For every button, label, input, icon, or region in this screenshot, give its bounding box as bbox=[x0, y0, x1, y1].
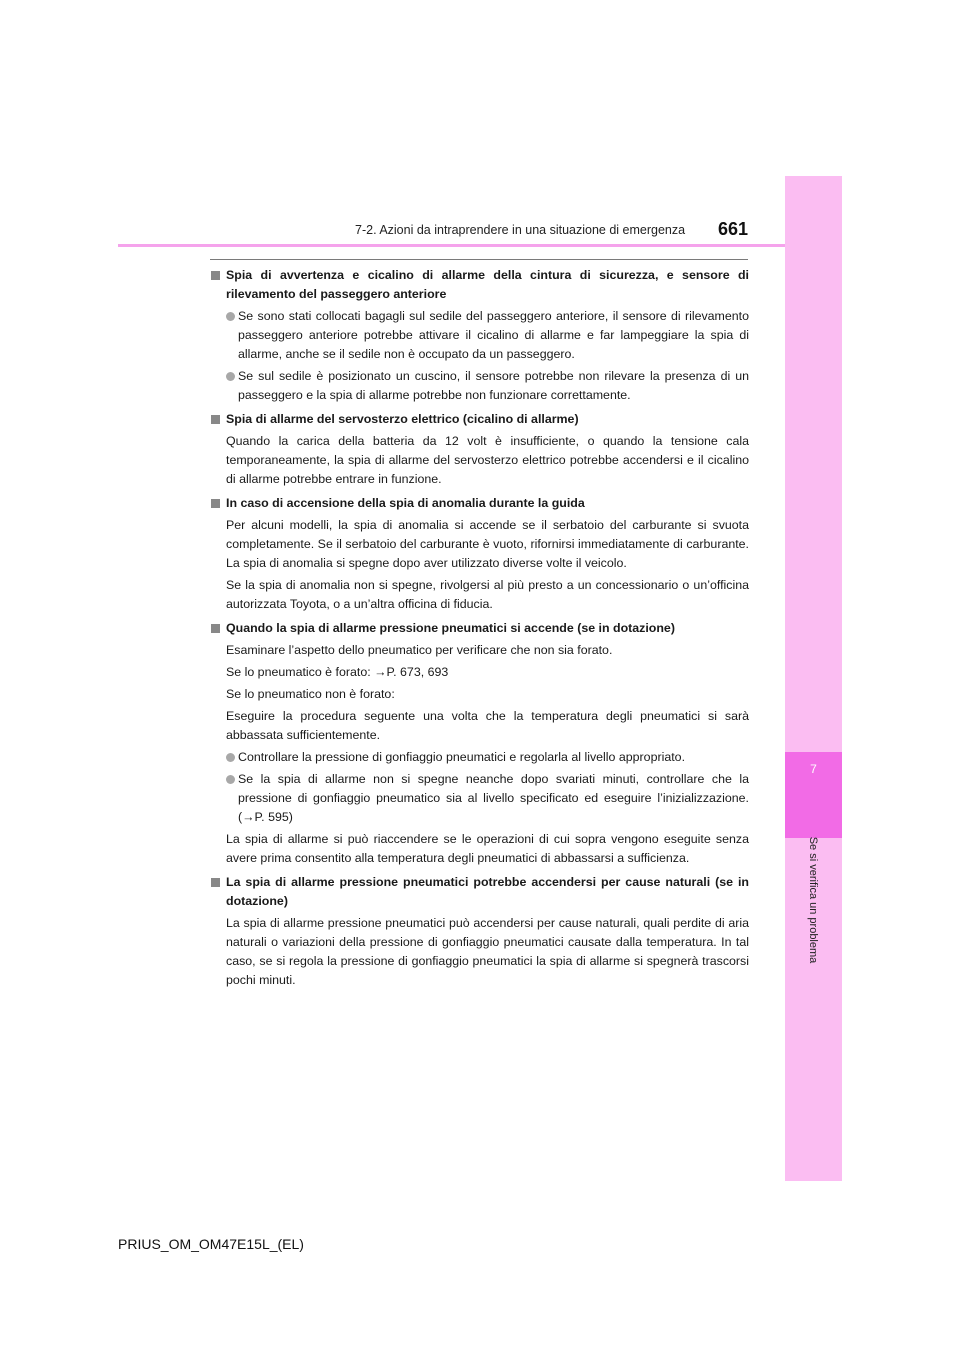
section-heading-text: La spia di allarme pressione pneumatici potrebbe accendersi per cause naturali (se in dotazione) bbox=[226, 875, 749, 908]
section-heading bbox=[211, 873, 749, 911]
section-heading bbox=[211, 266, 749, 304]
section-heading-text: Quando la spia di allarme pressione pneumatici si accende (se in dotazione) bbox=[226, 621, 675, 635]
round-bullet-icon bbox=[226, 753, 235, 762]
block-text: Se la spia di anomalia non si spegne, rivolgersi al più presto a un concessionario o un’officina autorizzata Toyota, o a un’altra officina di fiducia. bbox=[226, 578, 749, 611]
paragraph bbox=[211, 641, 749, 660]
paragraph bbox=[211, 830, 749, 868]
block-text: Se sono stati collocati bagagli sul sedile del passeggero anteriore, il sensore di rilevamento passeggero anteriore potrebbe attivare il cicalino di allarme e far lampeggiare la spia di allarme, anche se il sedile non è occupato da un passeggero. bbox=[238, 309, 749, 361]
section-heading-text: Spia di allarme del servosterzo elettrico (cicalino di allarme) bbox=[226, 412, 579, 426]
page-number: 661 bbox=[718, 219, 749, 239]
bullet-item bbox=[211, 367, 749, 405]
paragraph bbox=[211, 707, 749, 745]
round-bullet-icon bbox=[226, 775, 235, 784]
section-heading-text: Spia di avvertenza e cicalino di allarme della cintura di sicurezza, e sensore di rilevamento del passeggero anteriore bbox=[226, 268, 749, 301]
bullet-item bbox=[211, 748, 749, 767]
chapter-number: 7 bbox=[810, 762, 817, 776]
block-text: La spia di allarme pressione pneumatici può accendersi per cause naturali, quali perdite di aria naturali o variazioni della pressione di gonfiaggio pneumatici causate dalla temperatura. In tal caso, se si regola la pressione di gonfiaggio pneumatici la spia di allarme si spegnerà trascorsi pochi minuti. bbox=[226, 916, 749, 987]
section-title: 7-2. Azioni da intraprendere in una situazione di emergenza bbox=[355, 223, 686, 237]
block-text: Esaminare l’aspetto dello pneumatico per verificare che non sia forato. bbox=[226, 643, 613, 657]
section-heading bbox=[211, 410, 749, 429]
round-bullet-icon bbox=[226, 372, 235, 381]
header-rule bbox=[118, 244, 785, 247]
square-bullet-icon bbox=[211, 415, 220, 424]
block-text: La spia di allarme si può riaccendere se le operazioni di cui sopra vengono eseguite senza avere prima consentito alla temperatura degli pneumatici di abbassarsi a sufficienza. bbox=[226, 832, 749, 865]
block-text: Eseguire la procedura seguente una volta che la temperatura degli pneumatici si sarà abbassata sufficientemente. bbox=[226, 709, 749, 742]
bullet-item bbox=[211, 307, 749, 364]
block-text: Controllare la pressione di gonfiaggio pneumatici e regolarla al livello appropriato. bbox=[238, 750, 686, 764]
content-top-rule bbox=[210, 259, 748, 260]
block-text: Se la spia di allarme non si spegne neanche dopo svariati minuti, controllare che la pressione di gonfiaggio pneumatico sia al livello specificato ed eseguire l’inizializzazione. (→P. 595) bbox=[238, 772, 749, 824]
section-heading bbox=[211, 494, 749, 513]
content-body bbox=[211, 266, 749, 990]
chapter-side-tab bbox=[785, 176, 842, 1181]
block-text: Se sul sedile è posizionato un cuscino, il sensore potrebbe non rilevare la presenza di un passeggero e la spia di allarme potrebbe non funzionare correttamente. bbox=[238, 369, 749, 402]
square-bullet-icon bbox=[211, 271, 220, 280]
round-bullet-icon bbox=[226, 312, 235, 321]
square-bullet-icon bbox=[211, 878, 220, 887]
section-heading bbox=[211, 619, 749, 638]
square-bullet-icon bbox=[211, 624, 220, 633]
chapter-label: Se si verifica un problema bbox=[807, 836, 819, 964]
paragraph bbox=[211, 432, 749, 489]
block-text: Quando la carica della batteria da 12 volt è insufficiente, o quando la tensione cala temporaneamente, la spia di allarme del servosterzo elettrico potrebbe accendersi e il cicalino di allarme potrebbe entrare in funzione. bbox=[226, 434, 749, 486]
block-text: Se lo pneumatico è forato: →P. 673, 693 bbox=[226, 665, 449, 679]
paragraph bbox=[211, 576, 749, 614]
bullet-item bbox=[211, 770, 749, 827]
paragraph bbox=[211, 516, 749, 573]
paragraph bbox=[211, 685, 749, 704]
section-heading-text: In caso di accensione della spia di anomalia durante la guida bbox=[226, 496, 585, 510]
paragraph bbox=[211, 914, 749, 990]
paragraph bbox=[211, 663, 749, 682]
block-text: Per alcuni modelli, la spia di anomalia si accende se il serbatoio del carburante si svuota completamente. Se il serbatoio del carburante è vuoto, rifornirsi immediatamente di carburante. La spia di anomalia si spegne dopo aver utilizzato diverse volte il veicolo. bbox=[226, 518, 749, 570]
manual-code: PRIUS_OM_OM47E15L_(EL) bbox=[118, 1236, 304, 1252]
block-text: Se lo pneumatico non è forato: bbox=[226, 687, 395, 701]
square-bullet-icon bbox=[211, 499, 220, 508]
